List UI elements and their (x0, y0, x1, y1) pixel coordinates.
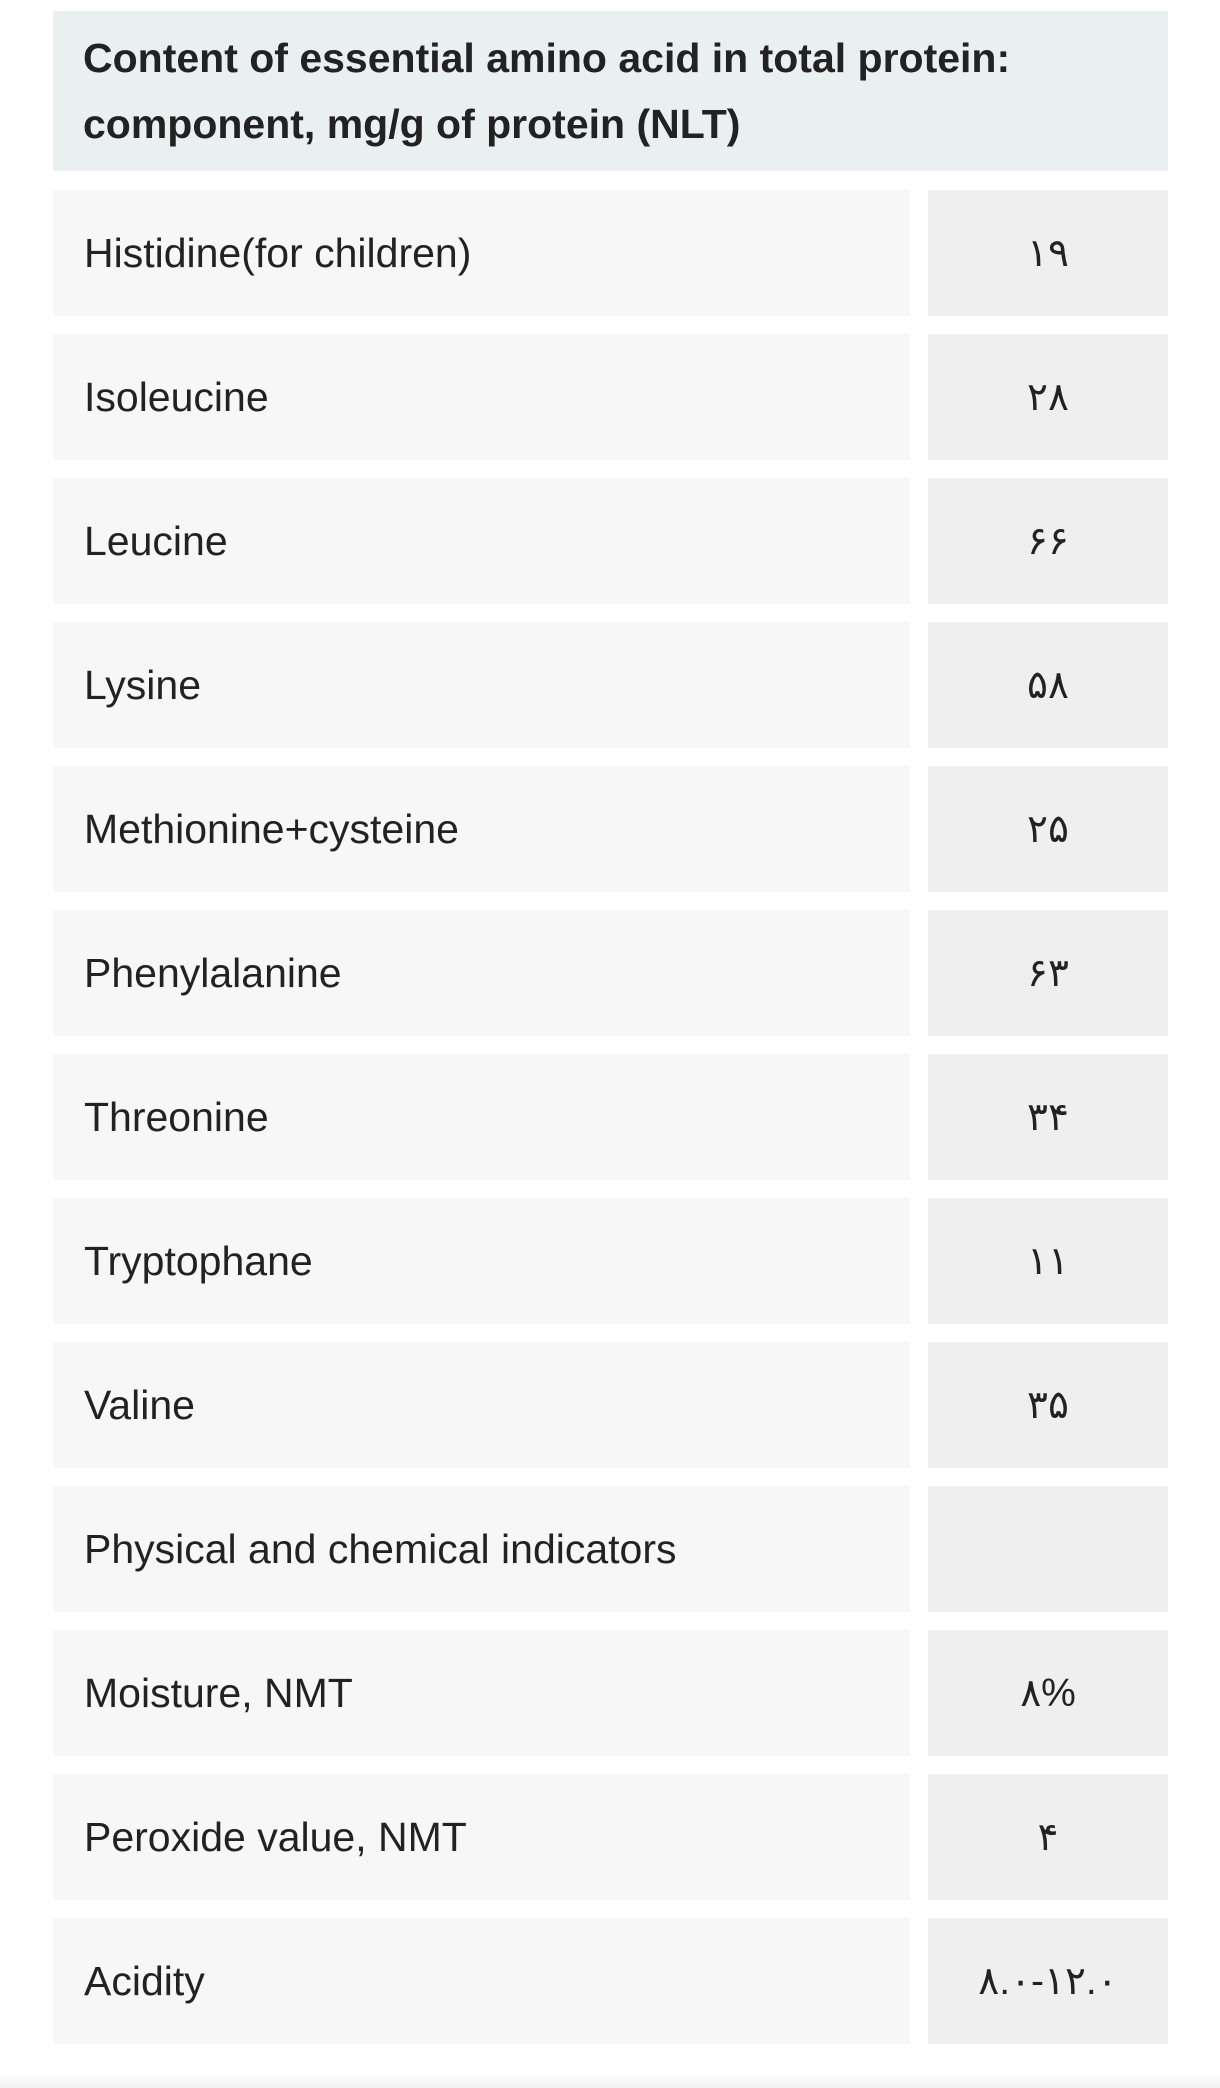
row-label: Tryptophane (53, 1198, 910, 1324)
row-value: ۵۸ (928, 622, 1168, 748)
row-value: ۱۹ (928, 190, 1168, 316)
row-label: Histidine(for children) (53, 190, 910, 316)
row-value: ۶۶ (928, 478, 1168, 604)
table-row (53, 766, 1168, 892)
row-value: ۶۳ (928, 910, 1168, 1036)
row-label: Valine (53, 1342, 910, 1468)
row-value: ۸% (928, 1630, 1168, 1756)
table-row (53, 1198, 1168, 1324)
row-value: ۸.۰-۱۲.۰ (928, 1918, 1168, 2044)
row-label: Moisture, NMT (53, 1630, 910, 1756)
row-label: Isoleucine (53, 334, 910, 460)
table-row (53, 1054, 1168, 1180)
row-label: Threonine (53, 1054, 910, 1180)
table-row (53, 1486, 1168, 1612)
table-row (53, 1774, 1168, 1900)
table-row (53, 1342, 1168, 1468)
row-value: ۲۸ (928, 334, 1168, 460)
row-label: Acidity (53, 1918, 910, 2044)
row-label: Leucine (53, 478, 910, 604)
row-value: ۲۵ (928, 766, 1168, 892)
table-header-text: Content of essential amino acid in total protein: component, mg/g of protein (NLT) (83, 35, 1011, 147)
page-bottom-edge (0, 2075, 1220, 2088)
table-row (53, 190, 1168, 316)
table-row (53, 1918, 1168, 2044)
row-value (928, 1486, 1168, 1612)
row-value: ۳۵ (928, 1342, 1168, 1468)
table-row (53, 910, 1168, 1036)
row-value: ۱۱ (928, 1198, 1168, 1324)
row-value: ۴ (928, 1774, 1168, 1900)
spec-table (53, 11, 1168, 2044)
row-label: Lysine (53, 622, 910, 748)
table-row (53, 622, 1168, 748)
table-row (53, 1630, 1168, 1756)
row-label: Phenylalanine (53, 910, 910, 1036)
table-header (53, 11, 1168, 171)
table-row (53, 334, 1168, 460)
row-label: Physical and chemical indicators (53, 1486, 910, 1612)
row-label: Methionine+cysteine (53, 766, 910, 892)
table-row (53, 478, 1168, 604)
row-value: ۳۴ (928, 1054, 1168, 1180)
row-label: Peroxide value, NMT (53, 1774, 910, 1900)
